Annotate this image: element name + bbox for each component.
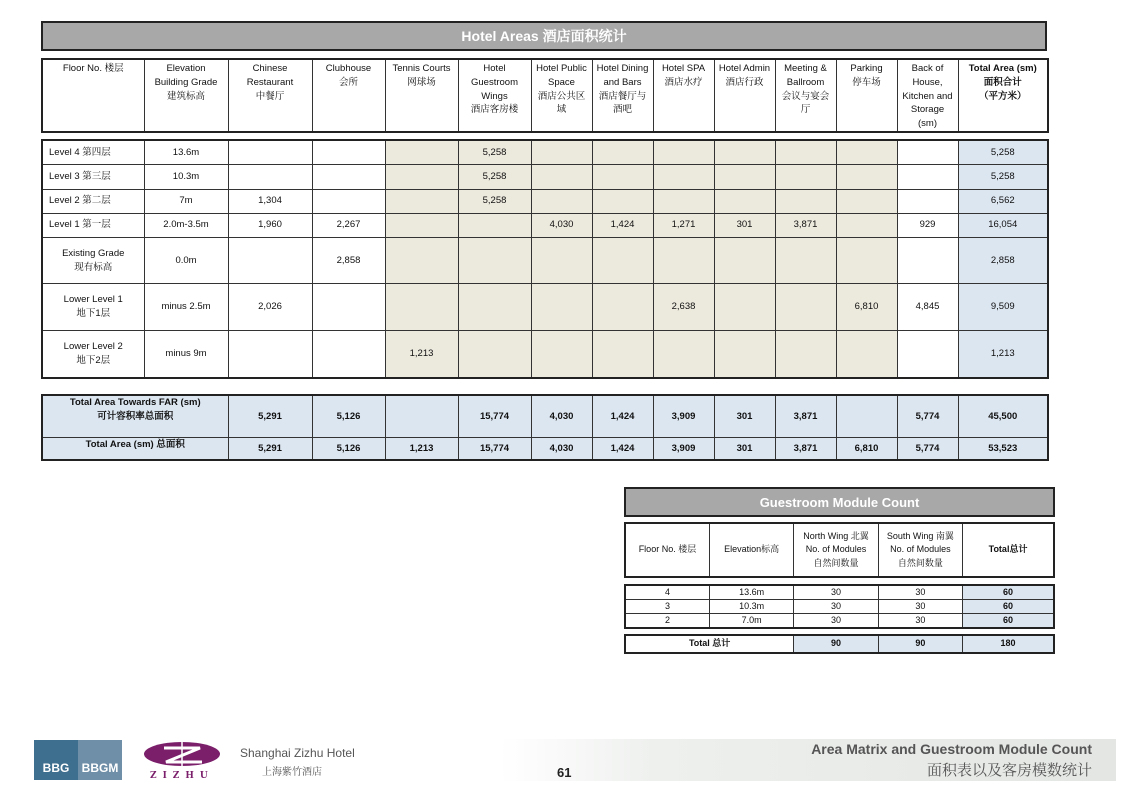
module-column-header: [709, 523, 793, 577]
table-cell: [385, 140, 458, 165]
cell-line: and Bars: [603, 76, 642, 88]
totals-cell: [385, 395, 458, 438]
table-cell: 1,960: [228, 213, 312, 237]
cell-line: Building Grade: [154, 76, 218, 88]
bbg-logo-left: BBG: [42, 761, 70, 775]
module-count-body: [624, 584, 1055, 629]
module-column-header: [625, 523, 709, 577]
bbg-logo-right: BBGM: [78, 740, 122, 780]
table-cell: [385, 165, 458, 189]
table-cell: [531, 237, 592, 284]
cell-line: (sm): [918, 118, 937, 130]
hotel-name-cn: 上海紫竹酒店: [262, 767, 322, 778]
module-cell: 30: [794, 600, 878, 614]
table-cell: [592, 237, 653, 284]
totals-cell: 4,030: [531, 395, 592, 438]
module-cell: 30: [878, 613, 962, 628]
table-cell: [385, 213, 458, 237]
cell-line: 地下1层: [76, 308, 111, 320]
cell-line: 中餐厅: [255, 90, 285, 102]
table-cell: [458, 237, 531, 284]
cell-line: Level 1 第一层: [49, 219, 111, 231]
floor-label: [42, 189, 144, 213]
cell-line: 现有标高: [74, 261, 113, 273]
totals-cell: 5,774: [897, 438, 958, 460]
module-cell: 30: [794, 613, 878, 628]
table-cell: [458, 331, 531, 378]
totals-cell: 1,213: [385, 438, 458, 460]
table-cell: [592, 140, 653, 165]
section-title-en: Area Matrix and Guestroom Module Count: [811, 741, 1092, 757]
cell-line: Level 3 第三层: [49, 171, 111, 183]
table-cell: 5,258: [458, 165, 531, 189]
table-cell: 6,562: [958, 189, 1048, 213]
table-cell: 3,871: [775, 213, 836, 237]
table-cell: [531, 165, 592, 189]
cell-line: North Wing 北翼: [803, 531, 869, 542]
module-cell: 60: [963, 613, 1054, 628]
cell-line: 酒店公共区: [537, 90, 586, 102]
table-cell: [714, 165, 775, 189]
module-cell: 60: [963, 585, 1054, 600]
cell-line: 酒店客房楼: [470, 104, 519, 116]
table-cell: 5,258: [958, 140, 1048, 165]
cell-line: 会议与宴会: [781, 90, 830, 102]
table-cell: 2,267: [312, 213, 385, 237]
column-header: [228, 59, 312, 132]
module-column-header: [794, 523, 878, 577]
module-total-cell: Total 总计: [625, 635, 794, 653]
table-cell: 5,258: [458, 140, 531, 165]
table-cell: [592, 189, 653, 213]
cell-line: 厅: [800, 104, 811, 116]
table-cell: [897, 140, 958, 165]
totals-cell: 3,871: [775, 395, 836, 438]
totals-cell: 301: [714, 438, 775, 460]
module-column-header: [878, 523, 962, 577]
table-cell: 0.0m: [144, 237, 228, 284]
cell-line: Hotel Admin: [718, 63, 771, 74]
table-cell: [653, 165, 714, 189]
module-cell: 2: [625, 613, 709, 628]
column-header: [458, 59, 531, 132]
cell-line: Lower Level 2: [63, 341, 123, 353]
table-cell: [312, 189, 385, 213]
cell-line: 酒店餐厅与: [598, 90, 647, 102]
table-cell: 9,509: [958, 284, 1048, 331]
module-total-row: [625, 635, 1054, 653]
module-count-total: [624, 634, 1055, 654]
table-cell: [897, 189, 958, 213]
table-cell: [312, 140, 385, 165]
table-cell: [775, 189, 836, 213]
module-cell: 30: [794, 585, 878, 600]
hotel-areas-header: [41, 58, 1049, 133]
cell-line: Hotel Public: [536, 63, 587, 74]
cell-line: Kitchen and: [902, 90, 953, 102]
table-cell: [592, 331, 653, 378]
floor-label: [42, 140, 144, 165]
table-cell: [653, 189, 714, 213]
floor-label: [42, 237, 144, 284]
floor-label: [42, 213, 144, 237]
cell-line: Storage: [910, 104, 945, 116]
table-cell: [228, 331, 312, 378]
table-cell: [775, 140, 836, 165]
table-row: [42, 189, 1048, 213]
table-cell: 2,638: [653, 284, 714, 331]
table-cell: 2,026: [228, 284, 312, 331]
column-header: [385, 59, 458, 132]
module-cell: 60: [963, 600, 1054, 614]
cell-line: House,: [912, 76, 943, 88]
table-cell: 4,030: [531, 213, 592, 237]
cell-line: Meeting &: [784, 63, 827, 74]
table-cell: [897, 165, 958, 189]
cell-line: Level 4 第四层: [49, 146, 111, 158]
column-header: [42, 59, 144, 132]
table-row: [42, 237, 1048, 284]
floor-label: [42, 284, 144, 331]
table-cell: [458, 213, 531, 237]
totals-cell: 5,291: [228, 438, 312, 460]
cell-line: Clubhouse: [325, 63, 372, 74]
table-cell: 1,213: [385, 331, 458, 378]
table-cell: [714, 140, 775, 165]
totals-cell: 1,424: [592, 438, 653, 460]
cell-line: Chinese: [252, 63, 288, 74]
totals-cell: 5,126: [312, 438, 385, 460]
module-total-cell: 180: [963, 635, 1054, 653]
bbg-logo: [34, 740, 122, 780]
table-cell: [458, 284, 531, 331]
section-title-cn: 面积表以及客房模数统计: [926, 762, 1092, 779]
module-header-row: [625, 523, 1054, 577]
module-count-header: [624, 522, 1055, 578]
totals-cell: 6,810: [836, 438, 897, 460]
module-row: [625, 600, 1054, 614]
hotel-areas-title: Hotel Areas 酒店面积统计: [41, 21, 1047, 51]
module-count-title: Guestroom Module Count: [624, 487, 1055, 517]
table-cell: [385, 284, 458, 331]
table-row: [42, 284, 1048, 331]
cell-line: 会所: [338, 76, 358, 88]
cell-line: Wings: [481, 90, 508, 102]
cell-line: Guestroom: [471, 76, 518, 88]
table-cell: [228, 165, 312, 189]
table-cell: [775, 237, 836, 284]
table-cell: [592, 284, 653, 331]
table-cell: [385, 189, 458, 213]
table-cell: [531, 284, 592, 331]
totals-cell: 15,774: [458, 438, 531, 460]
table-cell: 5,258: [958, 165, 1048, 189]
floor-label: [42, 165, 144, 189]
totals-cell: 5,774: [897, 395, 958, 438]
module-cell: 13.6m: [709, 585, 793, 600]
table-cell: 4,845: [897, 284, 958, 331]
cell-line: Elevation: [166, 63, 206, 74]
table-cell: 1,304: [228, 189, 312, 213]
cell-line: Hotel SPA: [661, 63, 706, 74]
table-row: [42, 140, 1048, 165]
table-cell: 301: [714, 213, 775, 237]
cell-line: 可计容积率总面积: [97, 410, 174, 422]
column-header: [312, 59, 385, 132]
hotel-areas-body: [41, 139, 1049, 379]
cell-line: 域: [556, 104, 567, 116]
totals-label: [42, 438, 228, 460]
table-cell: [653, 331, 714, 378]
totals-cell: 15,774: [458, 395, 531, 438]
table-cell: [775, 284, 836, 331]
totals-cell: 4,030: [531, 438, 592, 460]
cell-line: Lower Level 1: [63, 294, 123, 306]
totals-cell: 5,291: [228, 395, 312, 438]
table-cell: [836, 189, 897, 213]
table-cell: [714, 237, 775, 284]
cell-line: Elevation标高: [724, 544, 780, 555]
table-row: [42, 213, 1048, 237]
module-cell: 4: [625, 585, 709, 600]
cell-line: Ballroom: [786, 76, 825, 88]
column-header: [775, 59, 836, 132]
cell-line: 地下2层: [76, 355, 111, 367]
table-cell: 2,858: [958, 237, 1048, 284]
hotel-name-en: Shanghai Zizhu Hotel: [240, 746, 355, 760]
totals-cell: 1,424: [592, 395, 653, 438]
totals-cell: 301: [714, 395, 775, 438]
cell-line: Space: [548, 76, 575, 88]
table-cell: [775, 165, 836, 189]
column-header: [653, 59, 714, 132]
cell-line: 自然间数量: [897, 557, 943, 568]
cell-line: Parking: [850, 63, 883, 74]
totals-cell: 3,871: [775, 438, 836, 460]
column-header: [592, 59, 653, 132]
totals-cell: 3,909: [653, 395, 714, 438]
cell-line: Total Area (sm) 总面积: [85, 439, 185, 451]
table-cell: [312, 284, 385, 331]
table-cell: 7m: [144, 189, 228, 213]
module-cell: 30: [878, 585, 962, 600]
table-cell: [385, 237, 458, 284]
hotel-areas-totals: [41, 394, 1049, 461]
table-cell: 16,054: [958, 213, 1048, 237]
zizhu-brand: ZIZHU: [150, 771, 214, 781]
cell-line: South Wing 南翼: [886, 531, 954, 542]
totals-cell: 5,126: [312, 395, 385, 438]
table-cell: 10.3m: [144, 165, 228, 189]
table-cell: [531, 331, 592, 378]
cell-line: Total总计: [988, 544, 1028, 555]
cell-line: Existing Grade: [62, 247, 125, 259]
totals-row: [42, 395, 1048, 438]
table-cell: [312, 331, 385, 378]
module-total-cell: 90: [878, 635, 962, 653]
cell-line: Hotel: [483, 63, 506, 74]
column-header: [714, 59, 775, 132]
table-cell: [531, 189, 592, 213]
table-cell: [653, 140, 714, 165]
cell-line: 停车场: [852, 76, 881, 88]
cell-line: Hotel Dining: [596, 63, 649, 74]
table-cell: minus 9m: [144, 331, 228, 378]
column-header: [531, 59, 592, 132]
table-cell: [836, 237, 897, 284]
cell-line: 酒吧: [612, 104, 632, 116]
cell-line: No. of Modules: [890, 544, 951, 555]
cell-line: 酒店水疗: [664, 76, 703, 88]
totals-cell: 53,523: [958, 438, 1048, 460]
cell-line: No. of Modules: [805, 544, 867, 555]
table-cell: [714, 331, 775, 378]
cell-line: 面积合计: [983, 76, 1022, 88]
table-cell: 1,271: [653, 213, 714, 237]
cell-line: Total Area (sm): [968, 63, 1037, 74]
floor-label: [42, 331, 144, 378]
table-cell: [897, 331, 958, 378]
table-cell: 929: [897, 213, 958, 237]
table-cell: [228, 237, 312, 284]
table-cell: [836, 213, 897, 237]
table-cell: [897, 237, 958, 284]
totals-cell: 3,909: [653, 438, 714, 460]
table-row: [42, 165, 1048, 189]
module-row: [625, 613, 1054, 628]
table-cell: [592, 165, 653, 189]
module-row: [625, 585, 1054, 600]
cell-line: 网球场: [407, 76, 436, 88]
table-cell: [836, 331, 897, 378]
cell-line: 自然间数量: [813, 557, 859, 568]
table-cell: 1,424: [592, 213, 653, 237]
table-cell: 6,810: [836, 284, 897, 331]
table-cell: 13.6m: [144, 140, 228, 165]
table-cell: 1,213: [958, 331, 1048, 378]
table-cell: [714, 189, 775, 213]
cell-line: Total Area Towards FAR (sm): [69, 397, 201, 408]
cell-line: 酒店行政: [725, 76, 764, 88]
table-cell: minus 2.5m: [144, 284, 228, 331]
cell-line: Tennis Courts: [392, 63, 451, 74]
table-cell: [653, 237, 714, 284]
cell-line: （平方米）: [978, 90, 1027, 102]
module-cell: 3: [625, 600, 709, 614]
table-cell: [531, 140, 592, 165]
cell-line: 建筑标高: [166, 90, 205, 102]
column-header: [144, 59, 228, 132]
totals-row: [42, 438, 1048, 460]
table-cell: [312, 165, 385, 189]
cell-line: Back of: [911, 63, 944, 74]
page-number: 61: [557, 765, 572, 780]
module-cell: 30: [878, 600, 962, 614]
header-row: [42, 59, 1048, 132]
totals-label: [42, 395, 228, 438]
table-cell: [714, 284, 775, 331]
totals-cell: 45,500: [958, 395, 1048, 438]
table-cell: 5,258: [458, 189, 531, 213]
table-row: [42, 331, 1048, 378]
module-cell: 10.3m: [709, 600, 793, 614]
column-header: [836, 59, 897, 132]
table-cell: [836, 165, 897, 189]
module-column-header: [963, 523, 1054, 577]
cell-line: Floor No. 楼层: [638, 544, 697, 555]
cell-line: Level 2 第二层: [49, 195, 111, 207]
table-cell: [775, 331, 836, 378]
table-cell: [228, 140, 312, 165]
cell-line: Restaurant: [246, 76, 294, 88]
table-cell: 2,858: [312, 237, 385, 284]
cell-line: Floor No. 楼层: [62, 63, 124, 74]
module-total-cell: 90: [794, 635, 878, 653]
totals-cell: [836, 395, 897, 438]
table-cell: 2.0m-3.5m: [144, 213, 228, 237]
column-header: [958, 59, 1048, 132]
table-cell: [836, 140, 897, 165]
column-header: [897, 59, 958, 132]
module-cell: 7.0m: [709, 613, 793, 628]
